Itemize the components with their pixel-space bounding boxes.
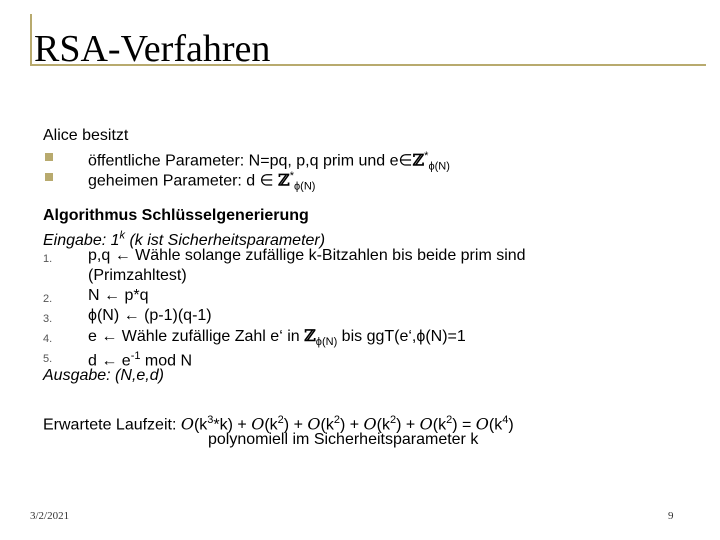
alice-heading: Alice besitzt xyxy=(43,127,129,144)
step-1-continuation: (Primzahltest) xyxy=(88,267,187,284)
algorithm-heading: Algorithmus Schlüsselgenerierung xyxy=(43,207,309,224)
slide-title: RSA-Verfahren xyxy=(34,28,271,70)
square-bullet-icon xyxy=(45,153,53,161)
slide-content xyxy=(43,126,526,450)
step-2: 2. N ← p*q xyxy=(43,287,149,305)
runtime-line-2: polynomiell im Sicherheitsparameter k xyxy=(208,431,479,448)
step-3: 3. ϕ(N) ← (p-1)(q-1) xyxy=(43,307,212,325)
step-4: 4. e ← Wähle zufällige Zahl e‘ in ℤ$_{\phi(N)}$ bis ggT(e‘,ϕ(N)=1 xyxy=(43,326,466,349)
alice-bullet-1: öffentliche Parameter: N=pq, p,q prim und e∈ℤ*$_{\phi(N)}$ xyxy=(43,146,526,166)
runtime-line: Erwartete Laufzeit: $O(k^3*k) + O(k^2) + O(k^2) + O(k^2) + O(k^2) = O(k^4)$ xyxy=(43,414,514,434)
page-number: 9 xyxy=(668,510,674,522)
footer-date: 3/2/2021 xyxy=(30,510,70,522)
step-5: 5. d ← $e^{-1}$ mod N xyxy=(43,350,193,370)
title-frame-vertical xyxy=(30,14,32,66)
step-1: 1. p,q ← Wähle solange zufällige k-Bitzahlen bis beide prim sind xyxy=(43,247,526,265)
algorithm-output: Ausgabe: (N,e,d) xyxy=(43,367,164,384)
square-bullet-icon xyxy=(45,173,53,181)
alice-bullet-2: geheimen Parameter: d ∈ ℤ*$_{\phi(N)}$ xyxy=(43,166,526,186)
algorithm-input: Eingabe: 1$^k$ (k ist Sicherheitsparameter) xyxy=(43,230,326,250)
